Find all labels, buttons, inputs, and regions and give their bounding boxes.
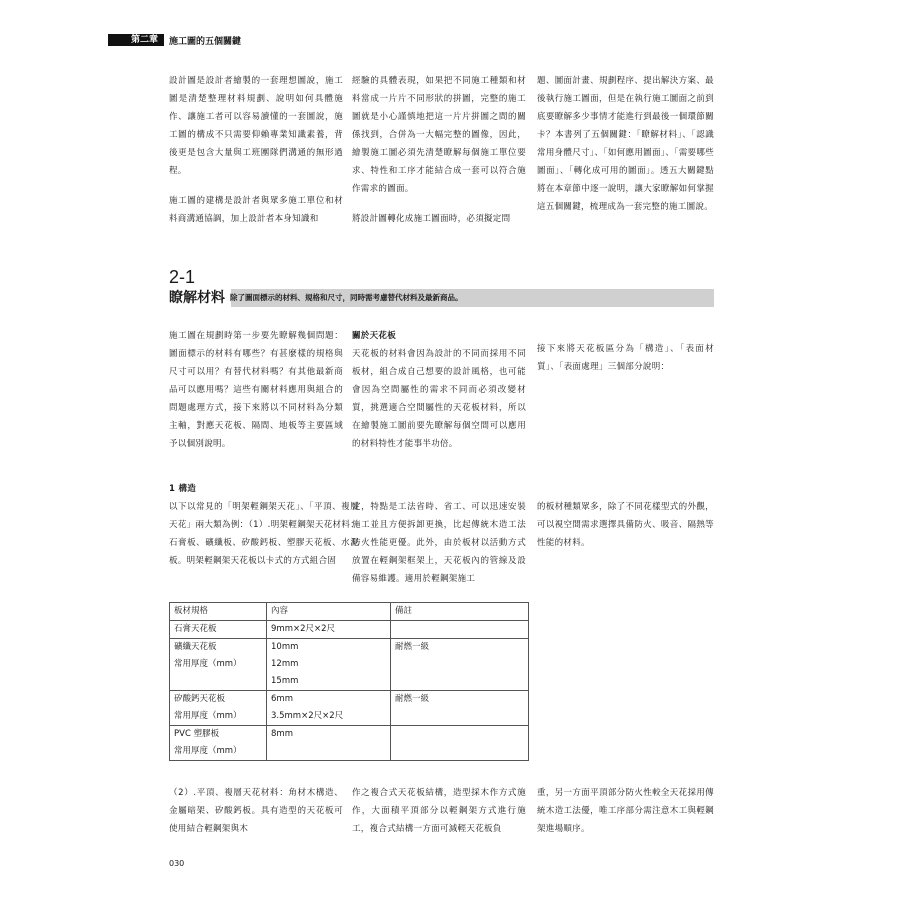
table-header: 備註 bbox=[391, 603, 529, 621]
chapter-title: 施工圖的五個關鍵 bbox=[169, 36, 242, 47]
spec-table bbox=[169, 602, 529, 761]
paragraph: 施工圖的建構是設計者與眾多施工單位和材料商溝通協調，加上設計者本身知識和 bbox=[169, 196, 343, 224]
table-cell: 石膏天花板 bbox=[170, 621, 267, 639]
table-cell: PVC 塑膠板 常用厚度（mm） bbox=[170, 726, 267, 761]
section-title: 瞭解材料 bbox=[169, 289, 231, 307]
table-cell: 8mm bbox=[267, 726, 391, 761]
intro-column-2 bbox=[352, 72, 526, 228]
table-cell: 矽酸鈣天花板 常用厚度（mm） bbox=[170, 691, 267, 726]
s3-column-1 bbox=[169, 784, 343, 838]
table-cell: 耐燃一級 bbox=[391, 691, 529, 726]
table-cell bbox=[391, 726, 529, 761]
paragraph: 設計圖是設計者繪製的一套理想圖說，施工圖是清楚整理材料規劃、說明如何具體施作、讓施工者可以容易讀懂的一套圖說，施工圖的構成不只需要仰賴專業知識素養，背後更是包含大量與工班團隊們溝通的無形過程。 bbox=[169, 76, 343, 176]
paragraph: 經驗的具體表現，如果把不同施工種類和材料當成一片片不同形狀的拼圖，完整的施工圖就是小心謹慎地把這一片片拼圖之間的關係找到，合併為一大幅完整的圖像，因此，繪製施工圖必須先清楚瞭解每個施工單位要求、特性和工序才能結合成一套可以符合施作需求的圖面。 bbox=[352, 76, 526, 194]
paragraph: 重，另一方面平頂部分防火性較全天花採用傳統木造工法優，唯工序部分需注意木工與輕鋼架進場順序。 bbox=[537, 788, 714, 834]
table-cell bbox=[391, 621, 529, 639]
chapter-label: 第二章 bbox=[108, 34, 164, 46]
table-row bbox=[170, 726, 529, 761]
paragraph: （2）.平頂、複層天花材料：角材木構造、金屬暗架、矽酸鈣板。具有造型的天花板可使用結合輕鋼架與木 bbox=[169, 788, 343, 834]
subheading: 1 構造 bbox=[169, 484, 197, 494]
s3-column-2 bbox=[352, 784, 526, 838]
paragraph: 作之複合式天花板結構，造型採木作方式施作，大面積平頂部分以輕鋼架方式進行施工，複合式結構一方面可減輕天花板負 bbox=[352, 788, 526, 834]
intro-column-1 bbox=[169, 72, 343, 228]
page-number: 030 bbox=[169, 859, 185, 868]
table-cell: 耐燃一級 bbox=[391, 639, 529, 691]
table-cell: 10mm 12mm 15mm bbox=[267, 639, 391, 691]
paragraph: 將設計圖轉化成施工圖面時，必須擬定問 bbox=[352, 214, 511, 224]
section-subtitle: 除了圖面標示的材料、規格和尺寸，同時需考慮替代材料及最新商品。 bbox=[230, 293, 463, 302]
paragraph: 接下來將天花板區分為「構造」、「表面材質」、「表面處理」三個部分說明： bbox=[537, 344, 714, 372]
s2-column-2 bbox=[352, 498, 526, 588]
s2-column-3 bbox=[537, 498, 714, 552]
table-header-row bbox=[170, 603, 529, 621]
table-cell: 9mm×2尺×2尺 bbox=[267, 621, 391, 639]
paragraph: 以下以常見的「明架輕鋼架天花」、「平頂、複層天花」兩大類為例：（1）.明架輕鋼架天花材料：石膏板、礦纖板、矽酸鈣板、塑膠天花板、水泥板。明架輕鋼架天花板以卡式的方式組合固 bbox=[169, 502, 359, 566]
intro-column-3 bbox=[537, 72, 714, 216]
subsection-title: 關於天花板 bbox=[352, 331, 397, 341]
table-row bbox=[170, 691, 529, 726]
table-row bbox=[170, 621, 529, 639]
s3-column-3 bbox=[537, 784, 714, 838]
table-row bbox=[170, 639, 529, 691]
running-header bbox=[108, 34, 241, 46]
table-cell: 礦纖天花板 常用厚度（mm） bbox=[170, 639, 267, 691]
table-cell: 6mm 3.5mm×2尺×2尺 bbox=[267, 691, 391, 726]
paragraph: 定，特點是工法省時、省工、可以迅速安裝施工並且方便拆卸更換，比起傳統木造工法防火性能更優。此外，由於板材以活動方式放置在輕鋼架框架上，天花板內的管線及設備容易維護。適用於輕鋼架施工 bbox=[352, 502, 526, 584]
s1-column-3 bbox=[537, 340, 714, 376]
paragraph: 題、圖面計畫、規劃程序、提出解決方案、最後執行施工圖面，但是在執行施工圖面之前到底要瞭解多少事情才能進行到最後一個環節關卡？本書列了五個關鍵：「瞭解材料」、「認識常用身體尺寸」、「如何應用圖面」、「需要哪些圖面」、「轉化成可用的圖面」。透五大關鍵點將在本章節中逐一說明，讓大家瞭解如何掌握這五個關鍵，梳理成為一套完整的施工圖說。 bbox=[537, 76, 714, 212]
table-header: 內容 bbox=[267, 603, 391, 621]
table-header: 板材規格 bbox=[170, 603, 267, 621]
s2-column-1 bbox=[169, 480, 359, 570]
section-number: 2-1 bbox=[169, 267, 196, 287]
s1-column-2 bbox=[352, 327, 526, 453]
paragraph: 施工圖在規劃時第一步要先瞭解幾個問題：圖面標示的材料有哪些？有甚麼樣的規格與尺寸可以用？有替代材料嗎？有其他最新商品可以應用嗎？這些有關材料應用與組合的問題處理方式，接下來將以不同材料為分類主軸，對應天花板、隔間、地板等主要區域予以個別說明。 bbox=[169, 331, 343, 449]
paragraph: 天花板的材料會因為設計的不同而採用不同板材，組合成自己想要的設計風格，也可能會因為空間屬性的需求不同而必須改變材質，挑選適合空間屬性的天花板材料，所以在繪製施工圖前要先瞭解每個空間可以應用的材料特性才能事半功倍。 bbox=[352, 349, 526, 449]
paragraph: 的板材種類眾多，除了不同花樣型式的外觀，可以視空間需求選擇具備防火、吸音、隔熱等性能的材料。 bbox=[537, 502, 714, 548]
s1-column-1 bbox=[169, 327, 343, 453]
